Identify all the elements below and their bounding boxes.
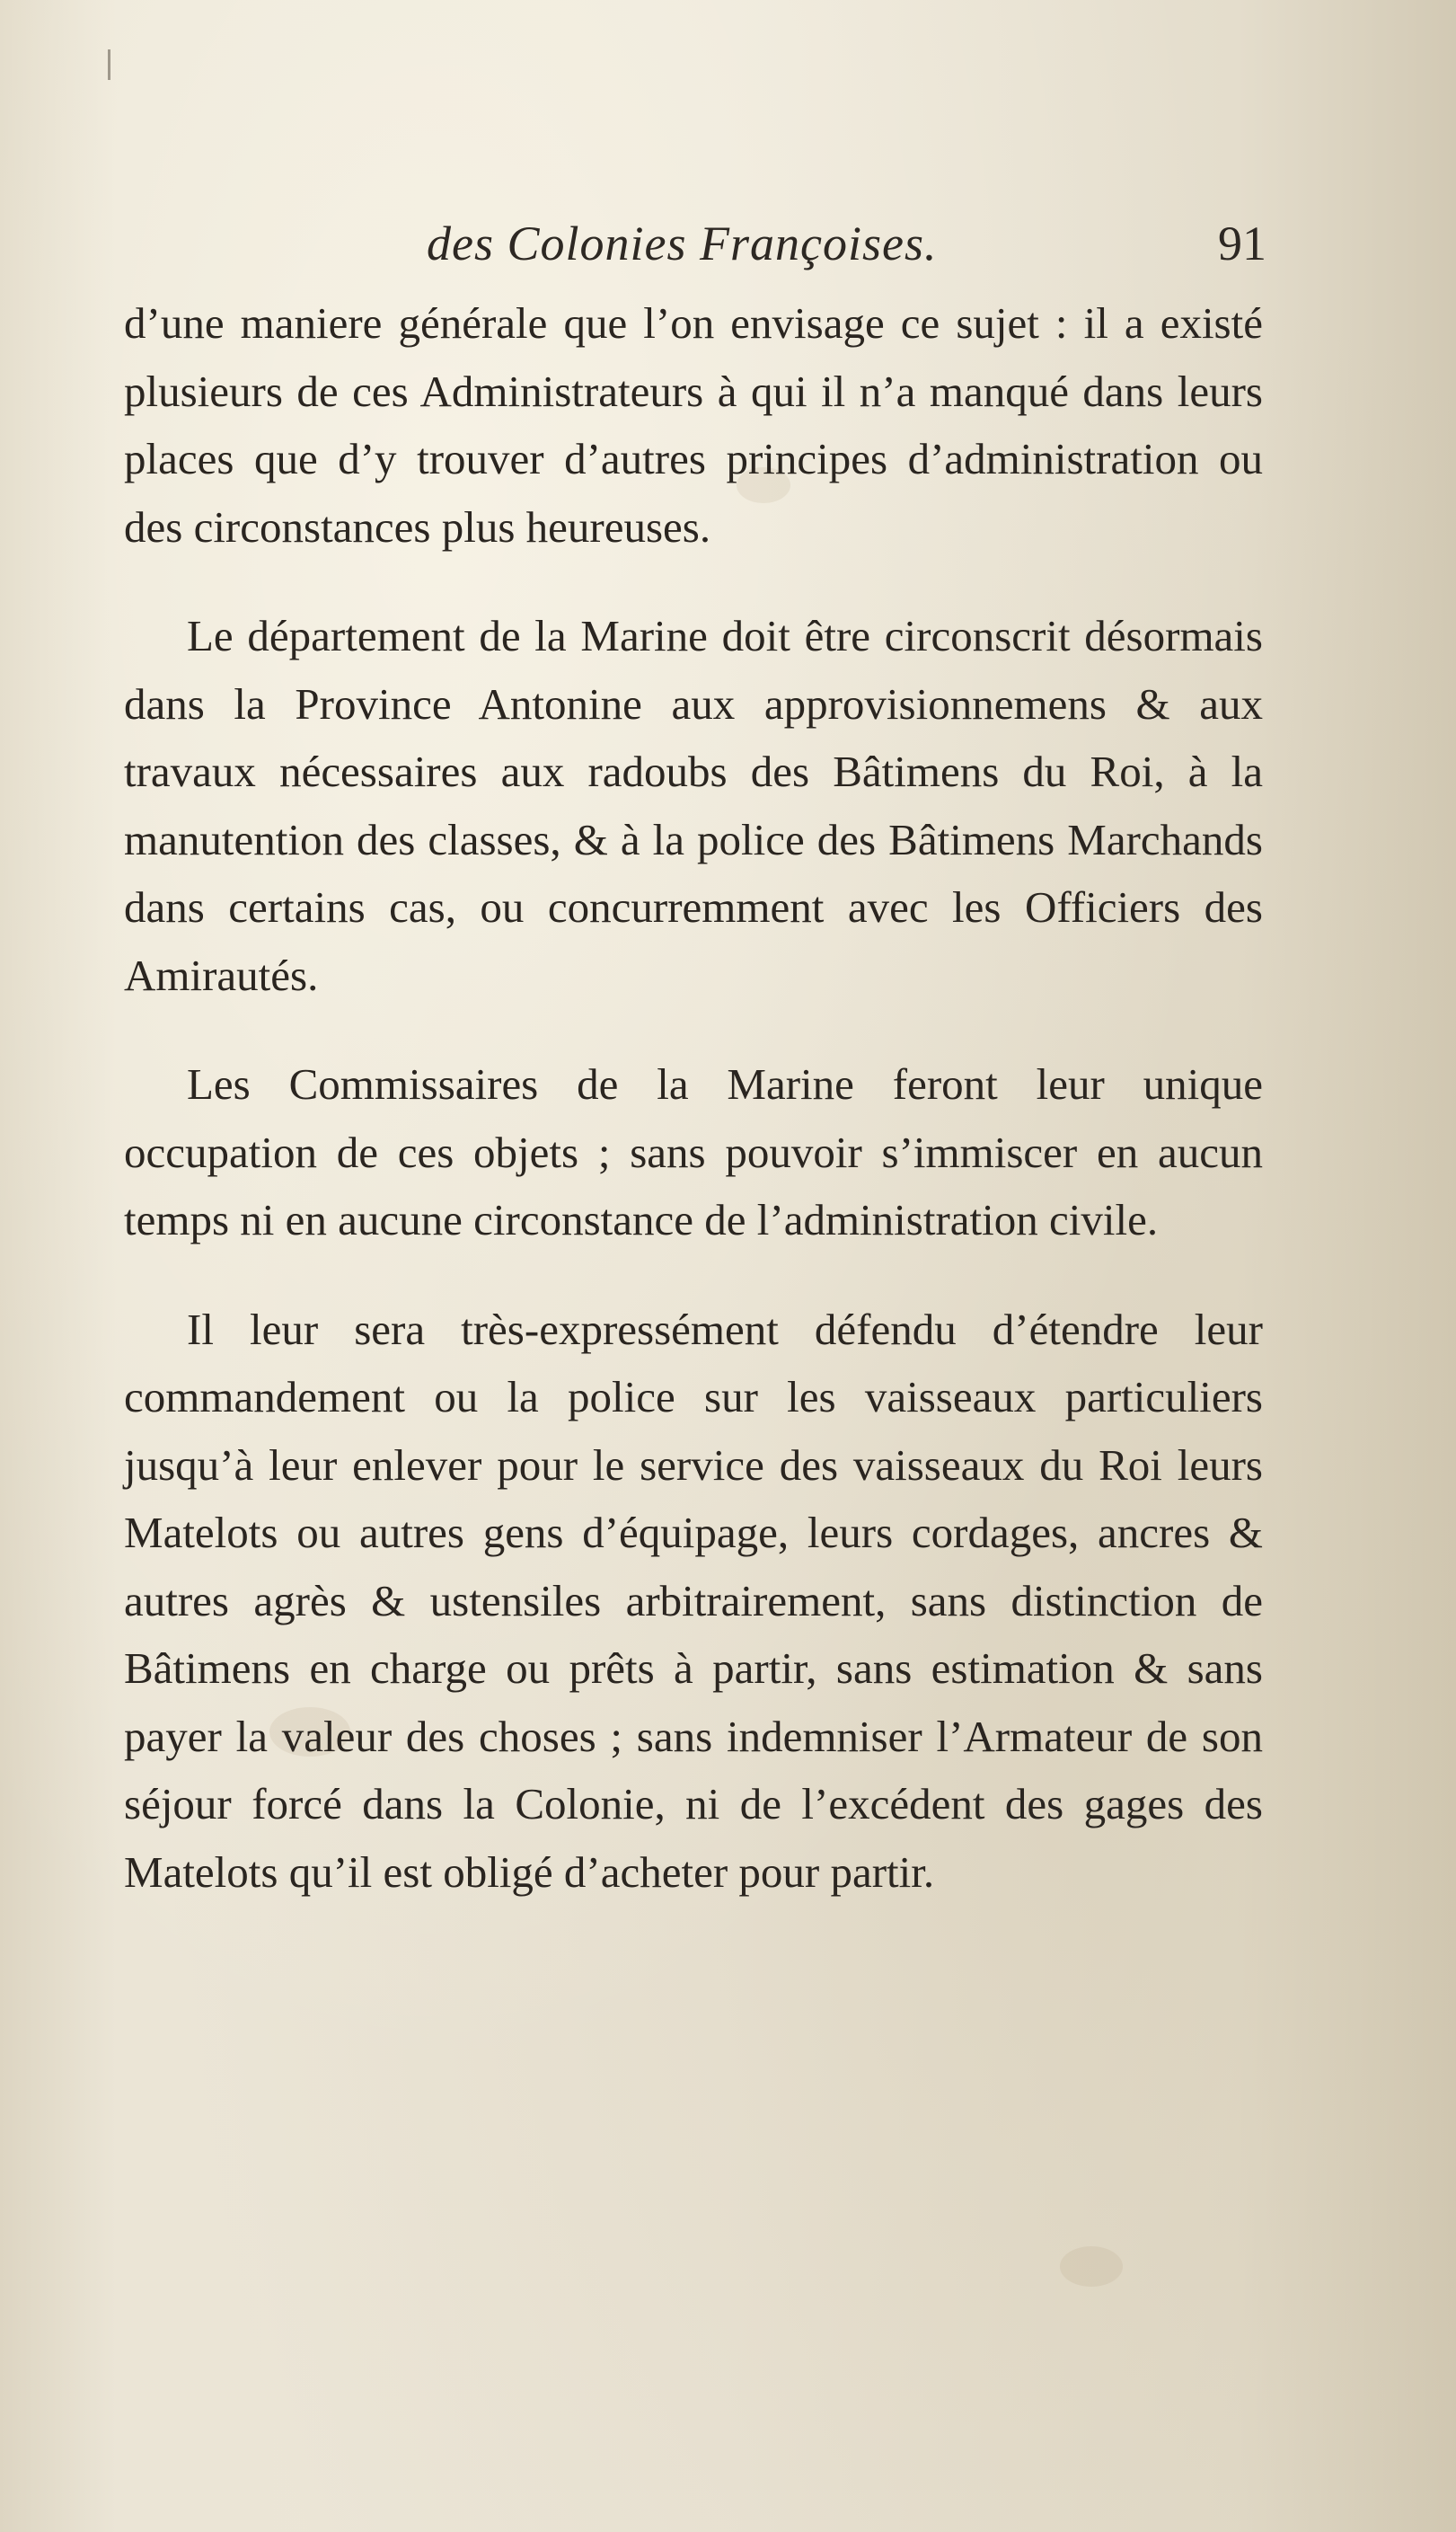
running-title: des Colonies Françoises. (427, 217, 938, 270)
paragraph: d’une maniere générale que l’on envisage ce sujet : il a existé plusieurs de ces Administrateurs à qui il n’a manqué dans leurs places que d’y trouver d’autres principes d’administration ou des circonstances plus heureuses. (124, 298, 1263, 552)
paper-mark (108, 49, 110, 80)
paper-stain (1060, 2246, 1123, 2287)
page-header (126, 216, 1266, 288)
paragraph: Le département de la Marine doit être circonscrit désormais dans la Province Antonine aux approvisionnemens & aux travaux nécessaires aux radoubs des Bâtimens du Roi, à la manutention des classes, & à la police des Bâtimens Marchands dans certains cas, ou concurremment avec les Officiers des Amirautés. (124, 611, 1263, 1000)
page-number: 91 (1218, 217, 1266, 270)
paragraph: Il leur sera très-expressément défendu d’étendre leur commandement ou la police sur les vaisseaux particuliers jusqu’à leur enlever pour le service des vaisseaux du Roi leurs Matelots ou autres gens d’équipage, leurs cordages, ancres & autres agrès & ustensiles arbitrairement, sans distinction de Bâtimens en charge ou prêts à partir, sans estimation & sans payer la valeur des choses ; sans indemniser l’Armateur de son séjour forcé dans la Colonie, ni de l’excédent des gages des Matelots qu’il est obligé d’acheter pour partir. (124, 1304, 1263, 1897)
body-text (124, 289, 1263, 1906)
paragraph: Les Commissaires de la Marine feront leur unique occupation de ces objets ; sans pouvoir s’immiscer en aucun temps ni en aucune circonstance de l’administration civile. (124, 1059, 1263, 1244)
